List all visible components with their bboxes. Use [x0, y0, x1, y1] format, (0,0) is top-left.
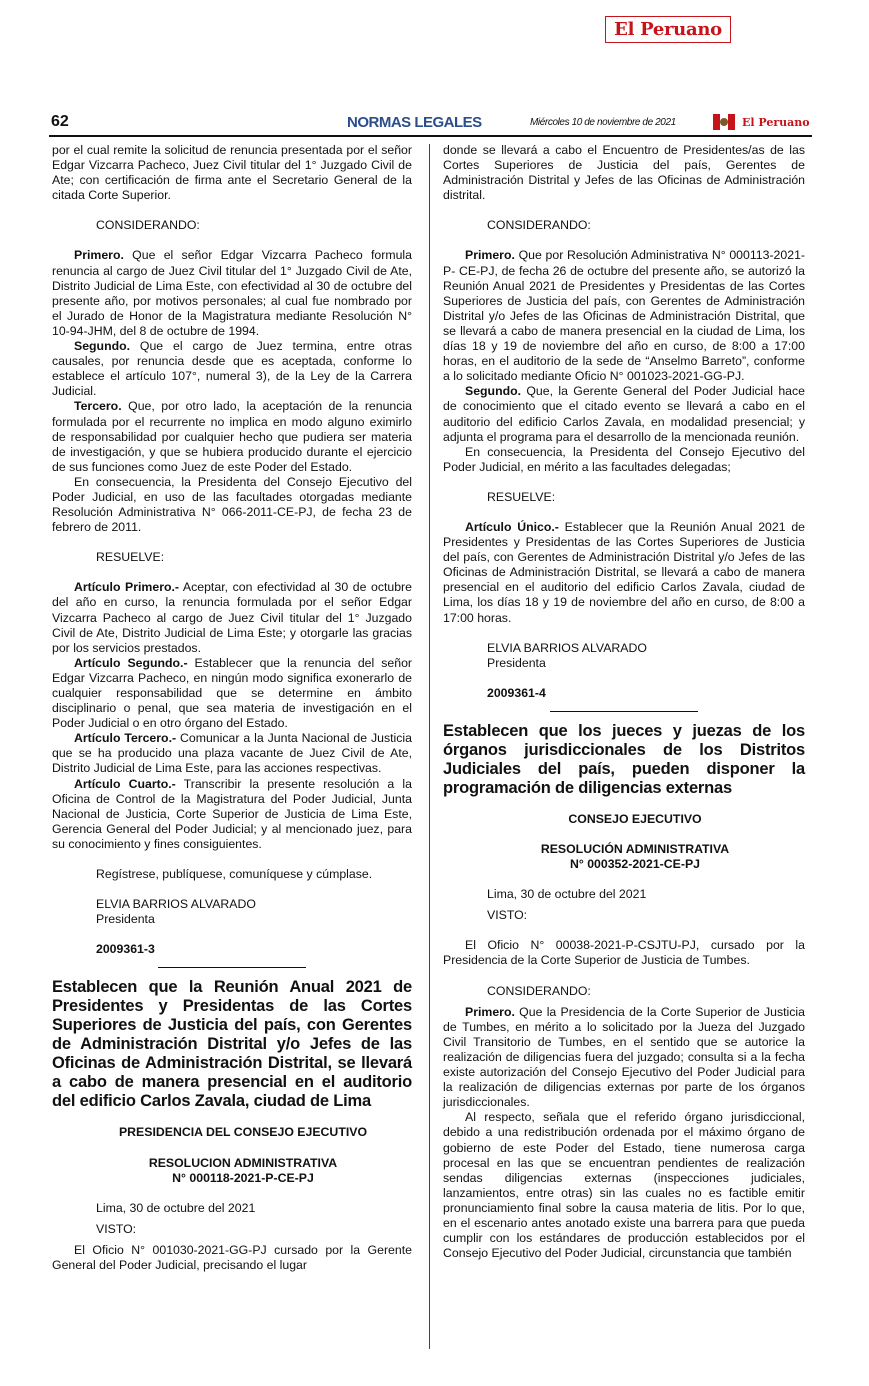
visto-label: VISTO: — [487, 908, 528, 923]
coat-of-arms-icon — [710, 112, 738, 132]
paragraph: donde se llevará a cabo el Encuentro de Presidentes/as de las Cortes Superiores de Justicia del país, Gerentes de Administración Distrital y Jefes de las Oficinas de Administración distrital. — [443, 143, 805, 203]
resuelve-label: RESUELVE: — [96, 550, 165, 565]
document-code: 2009361-4 — [487, 685, 546, 700]
article-title: Establecen que los jueces y juezas de los órganos jurisdiccionales de los Distritos Judiciales del país, pueden disponer la programación de diligencias externas — [443, 721, 805, 797]
article: Artículo Segundo.- Establecer que la renuncia del señor Edgar Vizcarra Pacheco, en ningún modo significa exonerarlo de cualquier responsabilidad que se determine en ámbito disciplinario o penal, que sea materia de investigación en el Poder Judicial o en otro órgano del Estado. — [52, 655, 413, 731]
header-rule — [49, 135, 812, 137]
considerando-label: CONSIDERANDO: — [96, 218, 200, 233]
lead: Artículo Cuarto.- — [74, 776, 176, 791]
paragraph: El Oficio N° 00038-2021-P-CSJTU-PJ, cursado por la Presidencia de la Corte Superior de Justicia de Tumbes. — [443, 938, 805, 968]
paragraph: Segundo. Que, la Gerente General del Poder Judicial hace de conocimiento que el citado evento se llevará a cabo en el auditorio del edificio Carlos Zavala, en modalidad presencial; y adjunta el programa para el desarrollo de la mencionada reunión. — [443, 384, 805, 444]
lead: Artículo Tercero.- — [74, 731, 177, 746]
lead: Segundo. — [465, 384, 522, 399]
issuer: CONSEJO EJECUTIVO — [568, 811, 702, 826]
issue-date: Miércoles 10 de noviembre de 2021 — [530, 116, 676, 128]
signature-name: ELVIA BARRIOS ALVARADO — [487, 640, 647, 655]
column-divider — [429, 144, 430, 1349]
masthead-band — [49, 7, 812, 108]
paragraph: En consecuencia, la Presidenta del Consejo Ejecutivo del Poder Judicial, en mérito a las facultades delegadas; — [443, 444, 805, 474]
article: Artículo Primero.- Aceptar, con efectividad al 30 de octubre del año en curso, la renuncia formulada por el señor Edgar Vizcarra Pacheco al cargo de Juez Civil titular del 1° Juzgado Civil de Ate, Distrito Judicial de Lima Este; y otorgarle las gracias por los servicios prestados. — [52, 580, 412, 655]
lead: Artículo Segundo.- — [74, 655, 188, 670]
paragraph: Primero. Que por Resolución Administrativa N° 000113-2021-P- CE-PJ, de fecha 26 de octubre del presente año, se autorizó la Reunión Anual 2021 de Presidentes y Presidentas de las Cortes Superiores de Justicia del país, con Gerentes de Administración Distrital y/o Jefes de las Oficinas de Administración Distrital, que se llevará a cabo de manera presencial en la ciudad de Lima, los días 18 y 19 de noviembre del año en curso, de 8:00 a 17:00 horas, en el auditorio de la sede de “Anselmo Barreto”, conforme a lo solicitado mediante Oficio N° 001023-2021-GG-PJ. — [443, 248, 805, 384]
paragraph: Primero. Que la Presidencia de la Corte Superior de Justicia de Tumbes, en mérito a lo solicitado por la Jueza del Juzgado Civil Transitorio de Tumbes, en el sentido que se autorice la realización de diligencias fuera del juzgado; consulta si a la fecha existe autorización del Consejo Ejecutivo del Poder Judicial para la realización de diligencias externas por parte de los órganos jurisdiccionales. — [443, 1004, 805, 1110]
header-brand: El Peruano — [742, 115, 810, 129]
resolution-date: Lima, 30 de octubre del 2021 — [487, 887, 647, 902]
right-column — [443, 143, 805, 1261]
resolution-number: N° 000352-2021-CE-PJ — [569, 857, 700, 872]
paragraph: Primero. Que el señor Edgar Vizcarra Pacheco formula renuncia al cargo de Juez Civil titular del 1° Juzgado Civil de Ate, Distrito Judicial de Lima Este, con efectividad al 30 de octubre del presente año, por motivos personales; al cual fue nombrado por el Jurado de Honor de la Magistratura mediante Resolución N° 10-94-JHM, del 8 de octubre de 1994. — [52, 248, 412, 338]
logo-text: El Peruano — [614, 19, 722, 40]
article: Artículo Tercero.- Comunicar a la Junta Nacional de Justicia que se ha producido una plaza vacante de Juez Civil de Ate, Distrito Judicial de Lima Este, para las acciones respectivas. — [52, 731, 412, 776]
article: Artículo Único.- Establecer que la Reunión Anual 2021 de Presidentes y Presidentas de las Cortes Superiores de Justicia del país, con Gerentes de Administración Distrital y/o Jefes de las Oficinas de Administración Distrital, se llevará a cabo de manera presencial en el auditorio del edificio Carlos Zavala, ciudad de Lima, los días 18 y 19 de noviembre del año en curso, de 8:00 a 17:00 horas. — [443, 519, 805, 625]
considerando-label: CONSIDERANDO: — [487, 218, 591, 233]
resolution-type: RESOLUCION ADMINISTRATIVA — [148, 1155, 338, 1170]
document-code: 2009361-3 — [96, 942, 155, 957]
lead: Primero. — [74, 248, 124, 263]
visto-label: VISTO: — [96, 1221, 137, 1236]
paragraph: El Oficio N° 001030-2021-GG-PJ cursado por la Gerente General del Poder Judicial, precisando el lugar — [52, 1242, 412, 1272]
lead: Primero. — [465, 1004, 515, 1019]
signature-title: Presidenta — [487, 655, 546, 670]
article-title: Establecen que la Reunión Anual 2021 de Presidentes y Presidentas de las Cortes Superiores de Justicia del país, con Gerentes de Administración Distrital y/o Jefes de las Oficinas de Administración Distrital, se llevará a cabo de manera presencial en el auditorio del edificio Carlos Zavala, ciudad de Lima — [52, 978, 412, 1111]
resolution-date: Lima, 30 de octubre del 2021 — [96, 1200, 256, 1215]
paragraph: por el cual remite la solicitud de renuncia presentada por el señor Edgar Vizcarra Pacheco, Juez Civil titular del 1° Juzgado Civil de Ate; con certificación de firma ante el Secretario General de la citada Corte Superior. — [52, 143, 412, 203]
lead: Primero. — [465, 248, 515, 263]
paragraph: Tercero. Que, por otro lado, la aceptación de la renuncia formulada por el recurrente no implica en modo alguno eximirlo de responsabilidad por cualquier hecho que pudiera ser materia de investigación, y que se hubiera producido durante el ejercicio de sus funciones como Juez de este Poder del Estado. — [52, 399, 412, 474]
resuelve-label: RESUELVE: — [487, 489, 556, 504]
separator — [550, 711, 698, 712]
section-title: NORMAS LEGALES — [347, 113, 482, 131]
left-column — [52, 143, 412, 1273]
page-number: 62 — [51, 113, 69, 130]
lead: Tercero. — [74, 399, 122, 414]
paragraph: Segundo. Que el cargo de Juez termina, entre otras causales, por renuncia desde que es aceptada, conforme lo establece el artículo 107°, numeral 3), de la Ley de la Carrera Judicial. — [52, 339, 412, 399]
lead: Segundo. — [74, 339, 131, 354]
newspaper-page — [49, 7, 812, 1363]
resolution-type: RESOLUCIÓN ADMINISTRATIVA — [540, 842, 730, 856]
el-peruano-logo — [605, 16, 731, 43]
lead: Artículo Único.- — [465, 519, 559, 534]
lead: Artículo Primero.- — [74, 580, 180, 595]
closing-formula: Regístrese, publíquese, comuníquese y cúmplase. — [96, 867, 373, 882]
considerando-label: CONSIDERANDO: — [487, 983, 591, 998]
paragraph: En consecuencia, la Presidenta del Consejo Ejecutivo del Poder Judicial, en uso de las facultades otorgadas mediante Resolución Administrativa N° 066-2011-CE-PJ, de fecha 23 de febrero de 2011. — [52, 474, 412, 535]
article: Artículo Cuarto.- Transcribir la presente resolución a la Oficina de Control de la Magistratura del Poder Judicial, Junta Nacional de Justicia, Corte Superior de Justicia de Lima Este, Gerencia General del Poder Judicial; y al mencionado juez, para su conocimiento y fines consiguientes. — [52, 776, 412, 851]
page-header — [49, 110, 812, 134]
signature-name: ELVIA BARRIOS ALVARADO — [96, 897, 256, 912]
paragraph: Al respecto, señala que el referido órgano jurisdiccional, debido a una redistribución ordenada por el máximo órgano de gobierno de este Poder del Estado, tiene numerosa carga procesal en las que se encuentran pendientes de realización sendas diligencias externas (inspecciones judiciales, lanzamientos, entre otras) sin las cuales no es factible emitir pronunciamiento final sobre la causa materia de litis. Por lo que, en el escenario antes anotado existe una barrera para que pueda cumplir con los estándares de producción establecidos por el Consejo Ejecutivo del Poder Judicial, circunstancia que también — [443, 1110, 805, 1261]
resolution-number: N° 000118-2021-P-CE-PJ — [172, 1170, 314, 1185]
signature-title: Presidenta — [96, 912, 155, 927]
issuer: PRESIDENCIA DEL CONSEJO EJECUTIVO — [118, 1125, 368, 1140]
separator — [158, 967, 306, 968]
